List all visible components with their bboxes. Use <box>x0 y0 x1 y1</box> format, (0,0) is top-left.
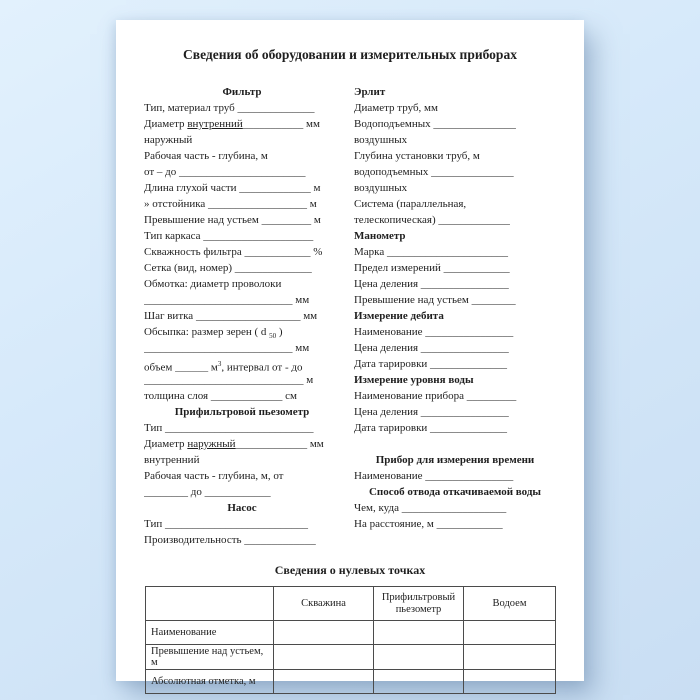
section-heading <box>354 84 556 100</box>
form-line-text: » отстойника __________________ м <box>144 198 317 210</box>
form-line <box>144 164 340 180</box>
table-row <box>146 645 556 670</box>
form-line <box>144 420 340 436</box>
form-line-text: телескопическая) _____________ <box>354 214 510 226</box>
form-line <box>144 340 340 356</box>
form-line-text: ) <box>276 326 283 338</box>
form-column-right <box>354 84 556 548</box>
form-line-text: Рабочая часть - глубина, м <box>144 150 268 162</box>
form-line-text: Измерение уровня воды <box>354 374 474 386</box>
form-line <box>354 148 556 164</box>
form-line <box>144 308 340 324</box>
form-column-left <box>144 84 340 548</box>
form-line-text: воздушных <box>354 182 408 194</box>
form-line-text: 3 <box>217 360 222 368</box>
form-line-text: Способ отвода откачиваемой воды <box>368 486 542 498</box>
form-line-text: Тип каркаса ____________________ <box>144 230 314 242</box>
form-line-text: Производительность _____________ <box>144 534 316 546</box>
form-line <box>354 180 556 196</box>
form-line-text: Шаг витка ___________________ мм <box>144 310 318 322</box>
form-line <box>144 452 340 468</box>
form-line-text: ________ до ____________ <box>144 486 271 498</box>
form-line <box>354 132 556 148</box>
form-line-text: Диаметр <box>144 438 188 450</box>
document-page <box>116 20 584 687</box>
form-line <box>144 356 340 372</box>
form-line <box>144 244 340 260</box>
form-line <box>354 356 556 372</box>
form-line <box>354 116 556 132</box>
form-line-text: Обсыпка: размер зерен ( d <box>144 326 270 338</box>
zero-points-title: Сведения о нулевых точках <box>274 563 426 577</box>
form-line <box>144 532 340 548</box>
table-cell <box>374 621 464 645</box>
form-line-text: На расстояние, м ____________ <box>354 518 503 530</box>
form-line <box>144 132 340 148</box>
form-line-text: _____________________________ м <box>144 374 314 386</box>
form-line-text: Цена деления ________________ <box>354 342 509 354</box>
form-line-text: Обмотка: диаметр проволоки <box>144 278 282 290</box>
form-line <box>354 340 556 356</box>
form-line <box>354 292 556 308</box>
form-line-text: Фильтр <box>222 86 262 98</box>
table-row <box>146 670 556 694</box>
document-title: Сведения об оборудовании и измерительных приборах <box>183 47 517 62</box>
form-line-text: Цена деления ________________ <box>354 406 509 418</box>
form-line <box>354 212 556 228</box>
form-line-text: ___________________________ мм <box>144 294 310 306</box>
table-cell <box>274 645 374 670</box>
table-cell <box>464 621 556 645</box>
form-line <box>354 324 556 340</box>
form-line-text: водоподъемных _______________ <box>354 166 514 178</box>
form-line-text: Насос <box>227 502 257 514</box>
section-heading <box>354 372 556 388</box>
form-line-text: Превышение над устьем _________ м <box>144 214 321 226</box>
spacer <box>354 436 556 452</box>
form-line <box>354 196 556 212</box>
form-line-text: Цена деления ________________ <box>354 278 509 290</box>
form-line <box>354 404 556 420</box>
form-line-text: Тип __________________________ <box>144 518 308 530</box>
form-line-text: наружный <box>187 438 236 450</box>
form-columns <box>116 84 584 548</box>
form-line-text: , интервал от - до <box>221 361 303 372</box>
table-cell <box>274 621 374 645</box>
zero-points-table-body <box>146 621 556 694</box>
section-heading <box>354 308 556 324</box>
form-line <box>144 260 340 276</box>
table-header-row <box>146 587 556 621</box>
form-line <box>144 212 340 228</box>
section-heading <box>144 500 340 516</box>
form-line-text: внутренний <box>144 454 200 466</box>
form-line <box>354 516 556 532</box>
form-line-text: Тип ___________________________ <box>144 422 314 434</box>
form-line-text: Прифильтровой пьезометр <box>174 406 310 418</box>
form-line <box>144 196 340 212</box>
form-line <box>144 324 340 340</box>
table-header-cell: Скважина <box>274 587 374 621</box>
table-cell <box>374 670 464 694</box>
form-line-text: Тип, материал труб ______________ <box>144 102 315 114</box>
section-heading <box>354 484 556 500</box>
table-header-cell: Прифильтровый пьезометр <box>374 587 464 621</box>
form-line-text: Водоподъемных _______________ <box>354 118 516 130</box>
form-line-text: Сетка (вид, номер) ______________ <box>144 262 312 274</box>
form-line <box>144 436 340 452</box>
form-line-text: объем ______ м <box>144 361 218 372</box>
form-line-text: Предел измерений ____________ <box>354 262 510 274</box>
form-line <box>354 164 556 180</box>
table-row-label: Превышение над устьем, м <box>146 645 274 670</box>
form-line-text: Чем, куда ___________________ <box>354 502 507 514</box>
form-line <box>354 420 556 436</box>
form-line <box>144 100 340 116</box>
table-header-cell: Водоем <box>464 587 556 621</box>
form-line <box>354 468 556 484</box>
section-heading <box>144 404 340 420</box>
form-line-text: Длина глухой части _____________ м <box>144 182 321 194</box>
form-line-text: Наименование прибора _________ <box>354 390 517 402</box>
form-line-text: мм <box>303 118 320 130</box>
form-line-text: Наименование ________________ <box>354 326 514 338</box>
form-line-text: наружный <box>144 134 193 146</box>
form-line <box>354 388 556 404</box>
section-heading <box>354 452 556 468</box>
form-line-text: Диаметр <box>144 118 188 130</box>
form-line <box>354 244 556 260</box>
form-line-text: воздушных <box>354 134 408 146</box>
form-line-text: Измерение дебита <box>354 310 444 322</box>
form-line <box>354 500 556 516</box>
form-line <box>144 292 340 308</box>
form-line-text: Диаметр труб, мм <box>354 102 438 114</box>
table-row-label: Абсолютная отметка, м <box>146 670 274 694</box>
form-line <box>144 116 340 132</box>
form-line-text: Дата тарировки ______________ <box>354 358 508 370</box>
table-cell <box>274 670 374 694</box>
form-line <box>144 148 340 164</box>
zero-points-table-head <box>146 587 556 621</box>
form-line-text: Глубина установки труб, м <box>354 150 480 162</box>
form-line <box>144 484 340 500</box>
form-line-text: от – до _______________________ <box>144 166 306 178</box>
form-line <box>354 260 556 276</box>
form-line-text: Скважность фильтра ____________ % <box>144 246 323 258</box>
form-line <box>354 276 556 292</box>
form-line-text: Эрлит <box>354 86 386 98</box>
form-line-text: толщина слоя _____________ см <box>144 390 297 402</box>
form-line <box>144 468 340 484</box>
form-line <box>354 100 556 116</box>
table-header-cell <box>146 587 274 621</box>
table-cell <box>374 645 464 670</box>
table-row <box>146 621 556 645</box>
table-cell <box>464 645 556 670</box>
form-line-text: _____________ <box>235 438 308 450</box>
form-line-text: ___________ <box>242 118 304 130</box>
form-line <box>144 180 340 196</box>
form-line <box>144 372 340 388</box>
form-line-text: Марка ______________________ <box>354 246 508 258</box>
section-heading <box>354 228 556 244</box>
form-line-text: Манометр <box>354 230 406 242</box>
form-line-text: мм <box>307 438 324 450</box>
form-line <box>144 516 340 532</box>
form-line-text: Наименование ________________ <box>354 470 514 482</box>
section-heading <box>144 84 340 100</box>
form-line-text: Рабочая часть - глубина, м, от <box>144 470 284 482</box>
table-cell <box>464 670 556 694</box>
table-row-label: Наименование <box>146 621 274 645</box>
form-line-text: Прибор для измерения времени <box>375 454 535 466</box>
form-line-text: ___________________________ мм <box>144 342 310 354</box>
form-line-text: 50 <box>269 332 277 340</box>
zero-points-table <box>145 586 556 694</box>
form-line-text: Дата тарировки ______________ <box>354 422 508 434</box>
form-line <box>144 388 340 404</box>
form-line-text: внутренний <box>187 118 243 130</box>
form-line-text: Система (параллельная, <box>354 198 467 210</box>
form-line-text: Превышение над устьем ________ <box>354 294 516 306</box>
form-line <box>144 276 340 292</box>
form-line <box>144 228 340 244</box>
